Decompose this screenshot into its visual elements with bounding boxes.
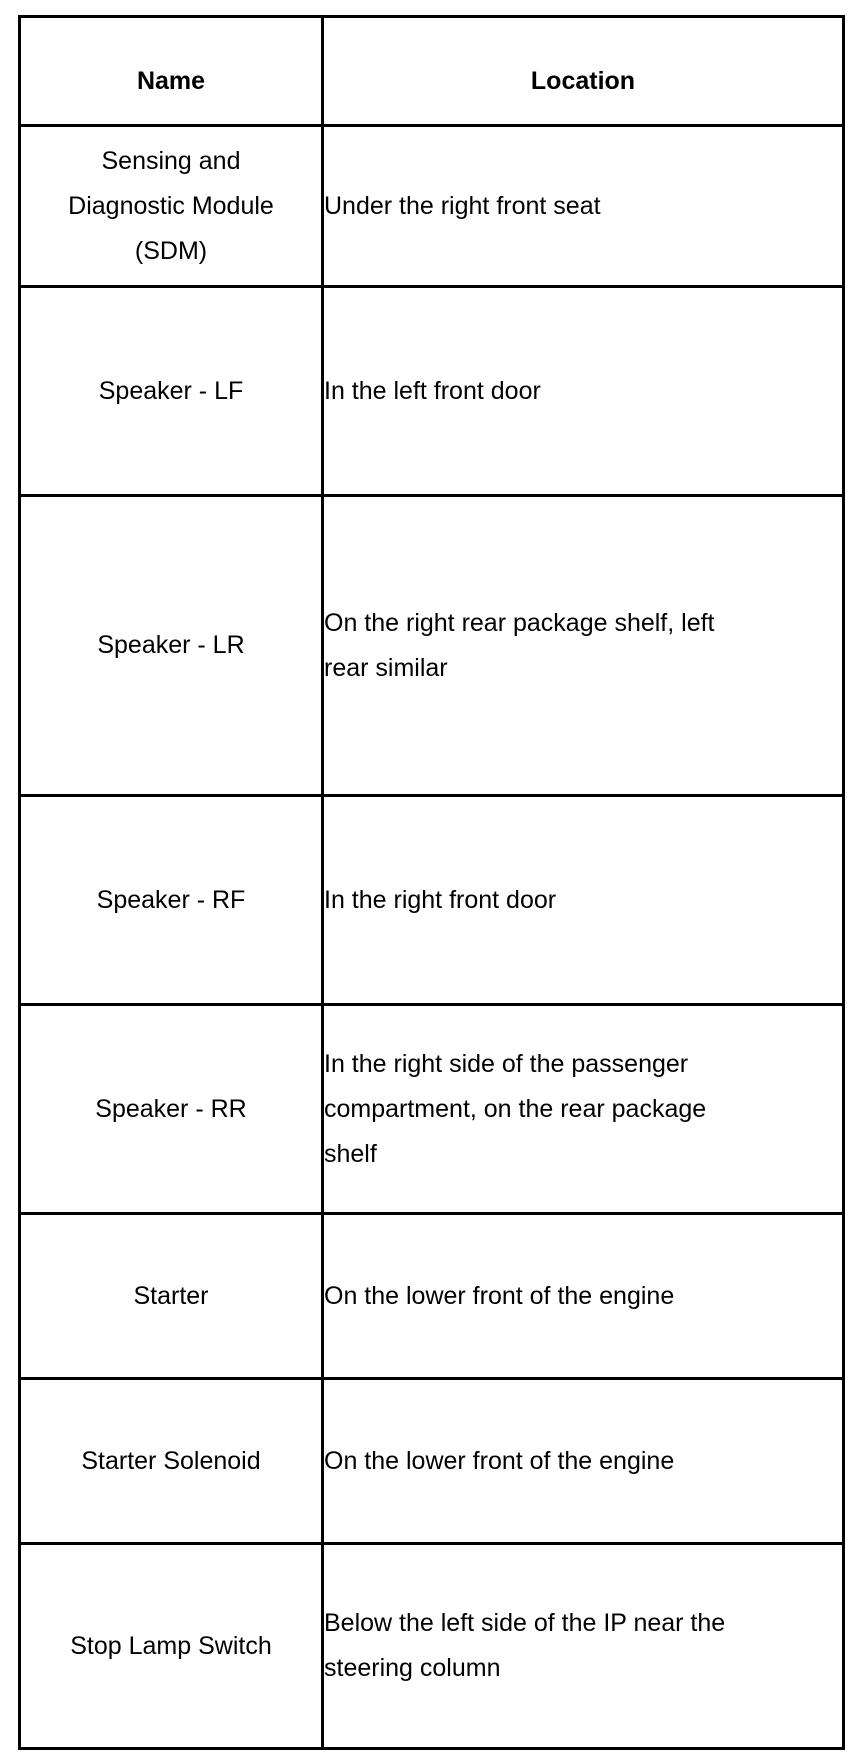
component-name-cell: [20, 287, 323, 496]
component-location: In the right side of the passenger compartment, on the rear package shelf: [324, 1049, 707, 1168]
component-name-cell: [20, 1379, 323, 1544]
component-name: Sensing and Diagnostic Module (SDM): [68, 146, 274, 265]
component-name: Stop Lamp Switch: [70, 1631, 272, 1660]
table-row: [20, 1379, 844, 1544]
component-name-cell: [20, 496, 323, 796]
component-location-cell: [323, 1379, 844, 1544]
table-row: [20, 126, 844, 287]
component-location: In the left front door: [324, 376, 541, 405]
header-location: Location: [323, 17, 844, 126]
component-location: In the right front door: [324, 885, 557, 914]
table-row: [20, 1214, 844, 1379]
table-row: [20, 1005, 844, 1214]
table-row: [20, 796, 844, 1005]
component-name-cell: [20, 126, 323, 287]
component-location-cell: [323, 1544, 844, 1749]
component-location-cell: [323, 496, 844, 796]
component-location-cell: [323, 126, 844, 287]
component-name: Speaker - LR: [97, 631, 245, 659]
component-location: On the right rear package shelf, left rear similar: [324, 608, 715, 682]
header-name: Name: [20, 17, 323, 126]
component-name: Starter: [133, 1281, 209, 1310]
component-location-cell: [323, 796, 844, 1005]
table-header-row: [20, 17, 844, 126]
component-name: Speaker - LF: [98, 376, 244, 405]
component-name-cell: [20, 1214, 323, 1379]
component-location: Under the right front seat: [324, 191, 601, 220]
component-location: Below the left side of the IP near the steering column: [324, 1609, 726, 1682]
component-location-table: [18, 15, 845, 1750]
component-location-cell: [323, 1005, 844, 1214]
table-row: [20, 287, 844, 496]
component-name: Speaker - RR: [95, 1094, 247, 1123]
component-name: Speaker - RF: [96, 885, 246, 914]
component-location: On the lower front of the engine: [324, 1281, 675, 1310]
component-name-cell: [20, 796, 323, 1005]
component-location-cell: [323, 287, 844, 496]
component-location-cell: [323, 1214, 844, 1379]
component-location: On the lower front of the engine: [324, 1446, 675, 1475]
table-row: [20, 496, 844, 796]
component-name-cell: [20, 1544, 323, 1749]
table-row: [20, 1544, 844, 1749]
component-name-cell: [20, 1005, 323, 1214]
component-name: Starter Solenoid: [81, 1446, 261, 1475]
